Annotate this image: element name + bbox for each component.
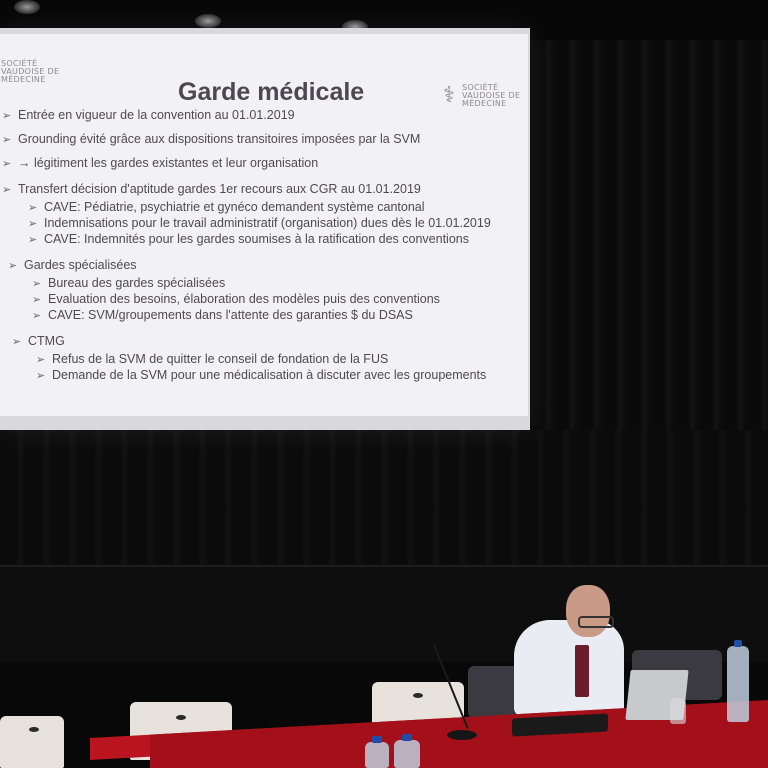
presenter-head (566, 585, 610, 637)
arrow-bullet-icon: ➢ (2, 158, 12, 170)
presentation-slide (0, 34, 528, 416)
svm-logo-left: SOCIÉTÉ VAUDOISE DE MÉDECINE (1, 59, 60, 84)
arrow-bullet-icon: ➢ (32, 294, 42, 306)
sub-bullet-item: ➢ CAVE: Indemnités pour les gardes soumises à la ratification des conventions (28, 232, 469, 246)
sub-bullet-item: ➢ Indemnisations pour le travail administratif (organisation) dues dès le 01.01.2019 (28, 216, 491, 230)
ceiling-light (195, 14, 221, 28)
caduceus-icon: ⚕ (443, 83, 455, 108)
arrow-bullet-icon: ➢ (32, 310, 42, 322)
microphone-base (447, 730, 477, 740)
arrow-bullet-icon: ➢ (12, 336, 22, 348)
arrow-bullet-icon: ➢ (28, 218, 38, 230)
presenter-tie (575, 645, 589, 697)
arrow-bullet-icon: ➢ (28, 234, 38, 246)
ceiling-light (14, 0, 40, 14)
arrow-bullet-icon: ➢ (36, 370, 46, 382)
arrow-bullet-icon: ➢ (28, 202, 38, 214)
water-bottle (365, 742, 389, 768)
chair (0, 716, 64, 768)
bullet-item: ➢ Entrée en vigueur de la convention au 01.01.2019 (2, 108, 295, 122)
slide-title: Garde médicale (178, 78, 365, 106)
water-bottle (727, 646, 749, 722)
projection-screen (0, 28, 530, 430)
sub-bullet-item: ➢ Evaluation des besoins, élaboration des modèles puis des conventions (32, 292, 440, 306)
arrow-bullet-icon: ➢ (8, 260, 18, 272)
bullet-item: ➢ → légitiment les gardes existantes et leur organisation (2, 156, 319, 170)
glasses-icon (578, 616, 614, 628)
sub-bullet-item: ➢ CAVE: Pédiatrie, psychiatrie et gynéco demandent système cantonal (28, 200, 425, 214)
sub-bullet-item: ➢ CAVE: SVM/groupements dans l'attente des garanties $ du DSAS (32, 308, 413, 322)
arrow-bullet-icon: ➢ (2, 110, 12, 122)
water-glass (670, 698, 686, 724)
bullet-item: ➢ Grounding évité grâce aux dispositions transitoires imposées par la SVM (2, 132, 421, 146)
arrow-bullet-icon: ➢ (36, 354, 46, 366)
bullet-item: ➢ CTMG (12, 334, 65, 348)
sub-bullet-item: ➢ Refus de la SVM de quitter le conseil de fondation de la FUS (36, 352, 389, 366)
svm-logo-right: SOCIÉTÉ VAUDOISE DE MÉDECINE (462, 83, 521, 108)
arrow-bullet-icon: ➢ (2, 184, 12, 196)
water-bottle (394, 740, 420, 768)
presenter-body (514, 620, 624, 716)
sub-bullet-item: ➢ Bureau des gardes spécialisées (32, 276, 226, 290)
bullet-item: ➢ Transfert décision d'aptitude gardes 1er recours aux CGR au 01.01.2019 (2, 182, 421, 196)
bullet-item: ➢ Gardes spécialisées (8, 258, 137, 272)
sub-bullet-item: ➢ Demande de la SVM pour une médicalisation à discuter avec les groupements (36, 368, 487, 382)
arrow-bullet-icon: ➢ (32, 278, 42, 290)
arrow-bullet-icon: ➢ (2, 134, 12, 146)
